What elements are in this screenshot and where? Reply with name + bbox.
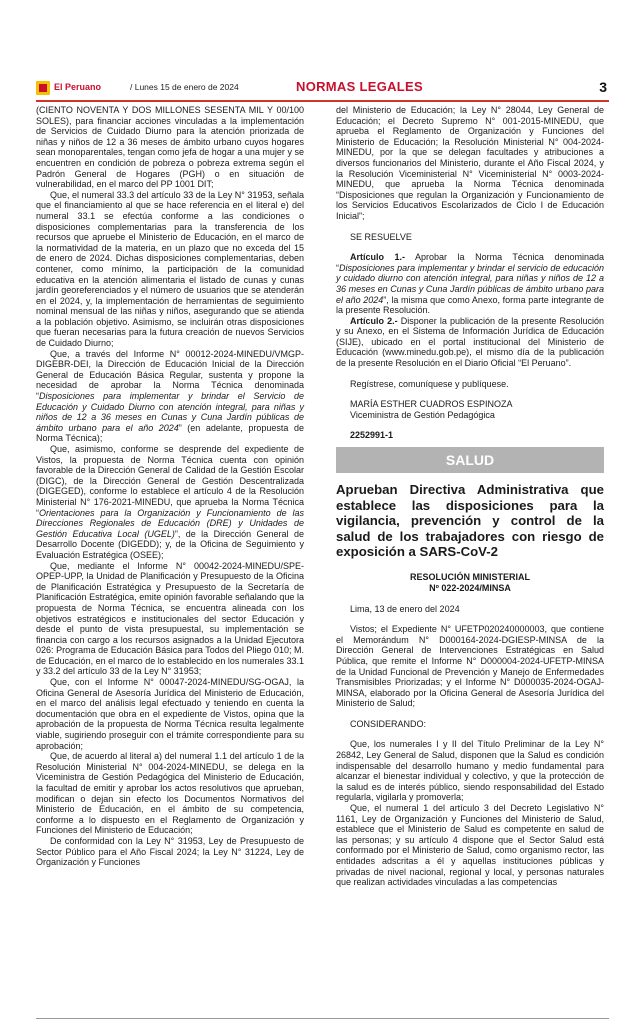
section-banner-salud: SALUD <box>336 447 604 473</box>
paragraph: Que, con el Informe N° 00047-2024-MINEDU/SG-OGAJ, la Oficina General de Asesoría Jurídica del Ministerio de Educación, en el marco del análisis legal efectuado y teniendo en cuenta la documentación que obra en el expediente de Vistos, opina que la aprobación de la propuesta de Norma Técnica resulta legalmente viable, sugiriendo proseguir con el trámite correspondiente para su aprobación; <box>36 677 304 751</box>
paragraph: del Ministerio de Educación; la Ley N° 28044, Ley General de Educación; el Decreto Supremo N° 001-2015-MINEDU, que aprueba el Reglamento de Organización y Funciones del Ministerio de Educación; la Resolución Ministerial N° 004-2024-MINEDU, por la que se delegan facultades y atribuciones a diversos funcionarios del Ministerio, durante el Año Fiscal 2024, y la Resolución Viceministerial N° Viceministerial N° 0003-2024-MINEDU, que aprueba la Norma Técnica denominada “Disposiciones que regulan la Organización y Funcionamiento de los Servicios Educativos Escolarizados de Ciclo I de Educación Inicial”; <box>336 105 604 221</box>
paragraph: Que, los numerales I y II del Título Preliminar de la Ley N° 26842, Ley General de Salud, disponen que la Salud es condición indispensable del desarrollo humano y medio fundamental para alcanzar el bienestar individual y colectivo, y que la protección de la salud es de interés público, siendo responsabilidad del Estado regularla, vigilarla y promoverla; <box>336 739 604 803</box>
right-column <box>336 105 604 888</box>
section-title: NORMAS LEGALES <box>296 79 423 94</box>
paragraph: Que, de acuerdo al literal a) del numeral 1.1 del artículo 1 de la Resolución Ministerial N° 004-2024-MINEDU, se delega en la Viceministra de Gestión Pedagógica del Ministerio de Educación, la facultad de emitir y aprobar los actos resolutivos que aprueban, modifican o dejan sin efecto los Documentos Normativos del Ministerio de Educación, en el ámbito de su competencia, conforme a lo dispuesto en el Reglamento de Organización y Funciones del Ministerio de Educación; <box>36 751 304 836</box>
document-code: 2252991-1 <box>350 430 394 441</box>
signer-title: Viceministra de Gestión Pedagógica <box>350 409 495 420</box>
article-2: Artículo 2.- Disponer la publicación de la presente Resolución y su Anexo, en el Sistema de Información Jurídica de Educación (SIJE), ubicado en el portal institucional del Ministerio de Educación (www.minedu.gob.pe), el mismo día de la publicación de la presente Resolución en el Diario Oficial “El Peruano”. <box>336 315 604 369</box>
newspaper-name: El Peruano <box>54 82 102 92</box>
paragraph: De conformidad con la Ley N° 31953, Ley de Presupuesto de Sector Público para el Año Fiscal 2024; la Ley N° 31224, Ley de Organización y Funciones <box>36 835 304 868</box>
paragraph: Que, mediante el Informe N° 00042-2024-MINEDU/SPE-OPEP-UPP, la Unidad de Planificación y Presupuesto de la Oficina de Planificación Estratégica y Presupuesto de la Secretaría de Planificación Estratégica, emite opinión favorable señalando que la propuesta de Norma Técnica, se encuentra alineada con los objetivos estratégicos e institucionales del sector Educación y desde el punto de vista presupuestal, su implementación se financia con cargo a los recursos asignados a la Unidad Ejecutora 026: Programa de Educación Básica para Todos del Pliego 010; M. de Educación, en el marco de lo establecido en los numerales 33.1 y 33.2 del artículo 33 de la Ley N° 31953; <box>36 560 304 677</box>
article-1: Artículo 1.- Aprobar la Norma Técnica denominada “Disposiciones para implementar y brindar el servicio de educación y cuidado diurno con atención integral, para niñas y niños de 12 a 36 meses en Cunas y Cuna Jardín públicas de ámbito urbano para el año 2024”, la misma que como Anexo, forma parte integrante de la presente Resolución. <box>336 252 604 316</box>
resolution-title: RESOLUCIÓN MINISTERIAL Nº 022-2024/MINSA <box>409 571 530 593</box>
header-divider <box>36 100 609 102</box>
page-header <box>36 78 609 100</box>
paragraph: Que, el numeral 33.3 del artículo 33 de la Ley N° 31953, señala que el financiamiento al que se hace referencia en el literal e) del numeral 33.1 se efectúa conforme a las condiciones o disposiciones complementarias para la transferencia de los recursos que apruebe el Ministerio de Educación, en el marco de la normatividad de la materia, en un plazo que no exceda del 15 de enero de 2024. Dichas disposiciones complementarias, deben contener, como mínimo, la participación de la comunidad educativa en la atención alimentaria el listado de cunas y cunas jardín georeferenciados y el número de usuarios que se atenderán en el 2024, y, la implementación de herramientas de seguimiento nominal mensual de las niñas y niños, asegurando que se atienda a la población objetivo. Asimismo, se incluirán otras disposiciones que fueran necesarias para la futura creación de nuevos Servicios de Cuidado Diurno; <box>36 189 304 349</box>
paragraph: Vistos; el Expediente N° UFETP020240000003, que contiene el Memorándum N° D000164-2024-DGIESP-MINSA de la Dirección General de Intervenciones Estratégicas en Salud Pública, que remite el Informe N° D000004-2024-UFETP-MINSA de la Unidad Funcional de Prevención y Manejo de Enfermedades Transmisibles Priorizadas; y el Informe N° D000035-2024-OGAJ-MINSA, elaborado por la Oficina General de Asesoría Jurídica del Ministerio de Salud; <box>336 624 604 709</box>
signer-name: MARÍA ESTHER CUADROS ESPINOZA <box>350 399 513 410</box>
left-column <box>36 105 304 868</box>
considerando-heading: CONSIDERANDO: <box>350 718 427 729</box>
paragraph: (CIENTO NOVENTA Y DOS MILLONES SESENTA MIL Y 00/100 SOLES), para financiar acciones vinculadas a la implementación de Servicios de Cuidado Diurno para la atención priorizada de niñas y niños de 12 a 36 meses de ámbito urbano cuyos hogares sean monoparentales, tengan como jefa de hogar a una mujer y se encuentren en condición de pobreza o pobreza extrema según el Padrón General de Hogares (PGH) o en situación de vulnerabilidad, en el marco del PP 1001 DIT; <box>36 105 304 190</box>
page-number: 3 <box>599 79 607 95</box>
article-headline: Aprueban Directiva Administrativa que establece las disposiciones para la vigilancia, prevención y control de la salud de los trabajadores con riesgo de exposición a SARS-CoV-2 <box>336 482 604 560</box>
place-date: Lima, 13 de enero del 2024 <box>350 603 460 614</box>
paragraph: Que, asimismo, conforme se desprende del expediente de Vistos, la propuesta de Norma Técnica cuenta con opinión favorable de la Dirección General de Calidad de la Gestión Escolar (DIGC), de la Dirección General de Gestión Descentralizada (DIGEGED), conforme lo establece el artículo 4 de la Resolución Ministerial N° 176-2021-MINEDU, que aprueba la Norma Técnica “Orientaciones para la Organización y Funcionamiento de las Direcciones Regionales de Educación (DRE) y Unidades de Gestión Educativa Local (UGEL)”, de la Dirección General de Desarrollo Docente (DIGEDD); y, de la Oficina de Seguimiento y Evaluación Estratégica (OSEE); <box>36 444 304 560</box>
paragraph: Que, a través del Informe N° 00012-2024-MINEDU/VMGP-DIGEBR-DEI, la Dirección de Educación Inicial de la Dirección General de Educación Básica Regular, sustenta y propone la necesidad de aprobar la Norma Técnica denominada “Disposiciones para implementar y brindar el Servicio de Educación y Cuidado Diurno con atención integral, para niñas y niños de 12 a 36 meses en Cunas y Cuna Jardín públicas de ámbito urbano para el año 2024” (en adelante, propuesta de Norma Técnica); <box>36 348 304 444</box>
el-peruano-logo-icon <box>36 81 50 95</box>
issue-date: / Lunes 15 de enero de 2024 <box>130 82 239 92</box>
closing-formula: Regístrese, comuníquese y publíquese. <box>350 378 509 389</box>
paragraph: Que, el numeral 1 del artículo 3 del Decreto Legislativo N° 1161, Ley de Organización y Funciones del Ministerio de Salud, establece que el Ministerio de Salud es competente en salud de las personas; y su artículo 4 dispone que el Sector Salud está conformado por el Ministerio de Salud, como organismo rector, las entidades adscritas a él y aquellas instituciones públicas y privadas de nivel nacional, regional y local, y personas naturales que realizan actividades vinculadas a las competencias <box>336 803 604 888</box>
footer-divider <box>36 1018 609 1019</box>
se-resuelve-heading: SE RESUELVE <box>350 231 412 242</box>
